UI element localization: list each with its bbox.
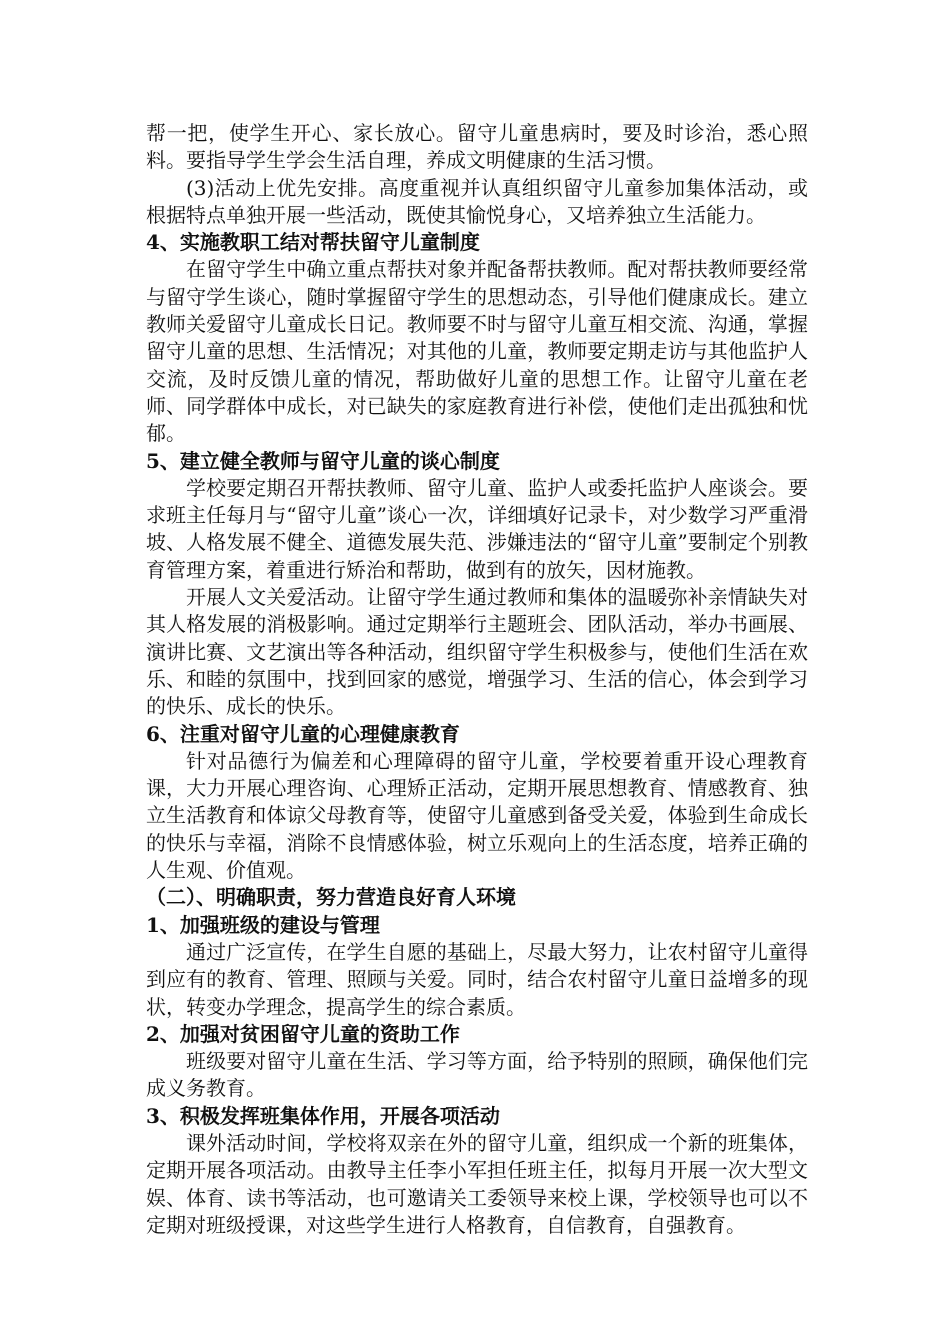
section-heading: 2、加强对贫困留守儿童的资助工作 [146,1021,460,1046]
paragraph: 学校要定期召开帮扶教师、留守儿童、监护人或委托监护人座谈会。要求班主任每月与“留守儿童”谈心一次，详细填好记录卡，对少数学习严重滑坡、人格发展不健全、道德发展失范、涉嫌违法的“留守儿童”要制定个别教育管理方案，着重进行矫治和帮助，做到有的放矢，因材施教。 [146,475,808,582]
paragraph: 帮一把，使学生开心、家长放心。留守儿童患病时，要及时诊治，悉心照料。要指导学生学会生活自理，养成文明健康的生活习惯。 [146,121,808,173]
section-heading: 5、建立健全教师与留守儿童的谈心制度 [146,448,500,473]
paragraph: 班级要对留守儿童在生活、学习等方面，给予特别的照顾，确保他们完成义务教育。 [146,1049,808,1101]
paragraph: (3)活动上优先安排。高度重视并认真组织留守儿童参加集体活动，或根据特点单独开展一些活动，既使其愉悦身心，又培养独立生活能力。 [146,175,808,227]
paragraph: 通过广泛宣传，在学生自愿的基础上，尽最大努力，让农村留守儿童得到应有的教育、管理、照顾与关爱。同时，结合农村留守儿童日益增多的现状，转变办学理念，提高学生的综合素质。 [146,939,808,1019]
paragraph: 课外活动时间，学校将双亲在外的留守儿童，组织成一个新的班集体，定期开展各项活动。由教导主任李小军担任班主任，拟每月开展一次大型文娱、体育、读书等活动，也可邀请关工委领导来校上课，学校领导也可以不定期对班级授课，对这些学生进行人格教育，自信教育，自强教育。 [146,1130,808,1237]
document-page [146,120,808,1239]
paragraph: 在留守学生中确立重点帮扶对象并配备帮扶教师。配对帮扶教师要经常与留守学生谈心，随时掌握留守学生的思想动态，引导他们健康成长。建立教师关爱留守儿童成长日记。教师要不时与留守儿童互相交流、沟通，掌握留守儿童的思想、生活情况；对其他的儿童，教师要定期走访与其他监护人交流，及时反馈儿童的情况，帮助做好儿童的思想工作。让留守儿童在老师、同学群体中成长，对已缺失的家庭教育进行补偿，使他们走出孤独和忧郁。 [146,257,808,446]
section-heading: 3、积极发挥班集体作用，开展各项活动 [146,1103,500,1128]
chapter-heading: （二）、明确职责，努力营造良好育人环境 [146,885,516,910]
section-heading: 4、实施教职工结对帮扶留守儿童制度 [146,230,480,255]
section-heading: 6、注重对留守儿童的心理健康教育 [146,721,460,746]
paragraph: 针对品德行为偏差和心理障碍的留守儿童，学校要着重开设心理教育课，大力开展心理咨询、心理矫正活动，定期开展思想教育、情感教育、独立生活教育和体谅父母教育等，使留守儿童感到备受关爱，体验到生命成长的快乐与幸福，消除不良情感体验，树立乐观向上的生活态度，培养正确的人生观、价值观。 [146,748,808,883]
section-heading: 1、加强班级的建设与管理 [146,912,380,937]
paragraph: 开展人文关爱活动。让留守学生通过教师和集体的温暖弥补亲情缺失对其人格发展的消极影响。通过定期举行主题班会、团队活动，举办书画展、演讲比赛、文艺演出等各种活动，组织留守学生积极参与，使他们生活在欢乐、和睦的氛围中，找到回家的感觉，增强学习、生活的信心，体会到学习的快乐、成长的快乐。 [146,585,808,719]
